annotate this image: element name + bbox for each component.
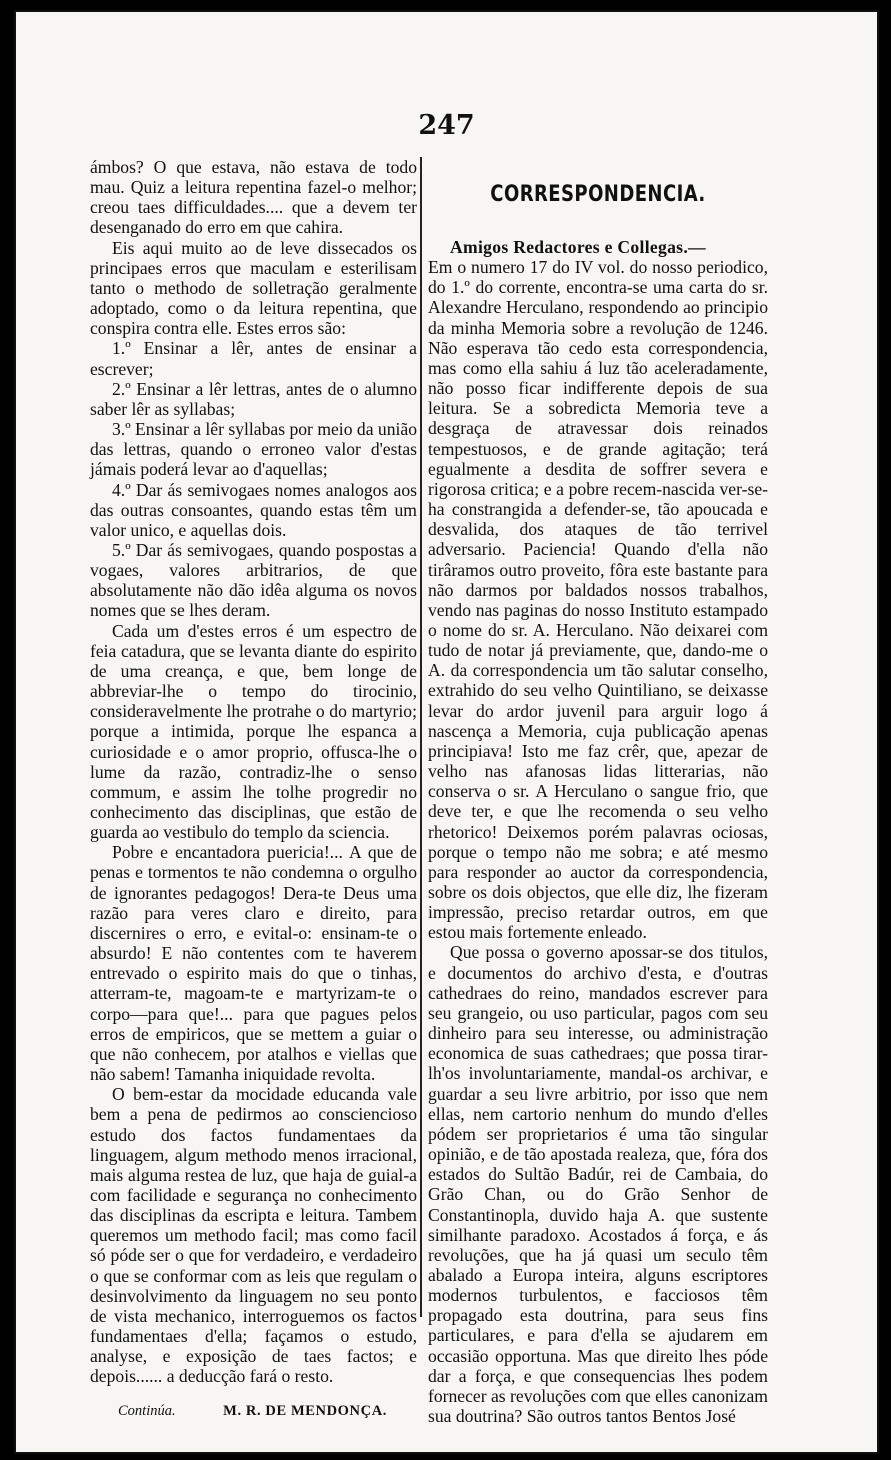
paragraph: O bem-estar da mocidade educanda vale bem a pena de pedirmos ao consciencioso estudo dos factos fundamentaes da linguagem, algum methodo menos irracional, mais alguma restea de luz, que haja de guial-a com facilidade e segurança no conhecimento das disciplinas da escripta e leitura. Tambem queremos um methodo facil; mas como facil só póde ser o que for verdadeiro, e verdadeiro o que se conformar com as leis que regulam o desinvolvimento da linguagem no seu ponto de vista mechanico, interroguemos os factos fundamentaes d'ella; façamos o estudo, analyse, e exposição de taes factos; e depois...... a deducção fará o resto. <box>90 1084 417 1387</box>
list-item: 3.º Ensinar a lêr syllabas por meio da união das lettras, quando o erroneo valor d'estas jámais poderá levar ao d'aquellas; <box>90 419 417 480</box>
paragraph: Que possa o governo apossar-se dos titulos, e documentos do archivo d'esta, e d'outras cathedraes do reino, mandados escrever para seu grangeio, ou uso particular, pagos com seu dinheiro para seu interesse, ou administração economica de suas cathedraes; que possa tirar-lh'os involuntariamente, mandal-os archivar, e guardar a seu livre arbitrio, por isso que nem ellas, nem cartorio nenhum do mundo d'elles pódem ser proprietarios é uma tão singular opinião, e de tão apostada realeza, que, fóra dos estados do Sultão Badúr, rei de Cambaia, do Grão Chan, ou do Grão Senhor de Constantinopla, duvido haja A. que sustente similhante paradoxo. Acostados á força, e ás revoluções, que ha já quasi um seculo têm abalado a Europa inteira, alguns escriptores modernos turbulentos, e facciosos têm propagado esta doutrina, para seus fins particulares, e para d'ella se ajudarem em occasião opportuna. Mas que direito lhes póde dar a força, e que consequencias lhes podem fornecer as revoluções com que elles canonizam sua doutrina? São outros tantos Bentos José <box>428 942 768 1427</box>
salutation: Amigos Redactores e Collegas.— <box>450 237 706 257</box>
list-item: 2.º Ensinar a lêr lettras, antes de o alumno saber lêr as syllabas; <box>90 378 417 419</box>
paragraph: Cada um d'estes erros é um espectro de feia catadura, que se levanta diante do espirito de uma creança, e que, bem longe de abbreviar-lhe o tempo do tirocinio, consideravelmente lhe protrahe o do martyrio; porque a intimida, porque lhe espanca a curiosidade e o amor proprio, offusca-lhe o lume da razão, contradiz-lhe o senso commum, e assim lhe tolhe progredir no conhecimento das disciplinas, que estão de guarda ao vestibulo do templo da sciencia. <box>90 620 417 843</box>
paragraph: Pobre e encantadora puericia!... A que de penas e tormentos te não condemna o orgulho de ignorantes pedagogos! Dera-te Deus uma razão para veres claro e direito, para discernires o erro, e evital-o: ensinam-te o absurdo! E não contentes com te haverem entrevado o espirito mais do que o tinhas, atterram-te, magoam-te e martyrizam-te o corpo—para que!... para que pagues pelos erros de empiricos, que se mettem a guiar o que não conhecem, por atalhos e viellas que não sabem! Tamanha iniquidade revolta. <box>90 842 417 1085</box>
continuation-note: Continúa. <box>118 1402 176 1419</box>
newspaper-page <box>14 10 879 1454</box>
author-signature: M. R. DE MENDONÇA. <box>223 1402 387 1419</box>
list-item: 5.º Dar ás semivogaes, quando pospostas a vogaes, valores arbitrarios, de que absolutamente não dão idêa alguma os novos nomes que se lhes deram. <box>90 539 417 621</box>
article-footer <box>90 1401 417 1421</box>
right-column <box>428 237 768 1426</box>
column-divider <box>420 157 422 1317</box>
paragraph: Em o numero 17 do IV vol. do nosso periodico, do 1.º do corrente, encontra-se uma carta do sr. Alexandre Herculano, respondendo ao principio da minha Memoria sobre a revolução de 1246. Não esperava tão cedo esta correspondencia, mas como ella sahiu á luz tão aceleradamente, não posso ficar indifferente depois de sua leitura. Se a sobredicta Memoria teve a desgraça de atravessar dois reinados tempestuosos, e de grande agitação; terá egualmente a desdita de soffrer severa e rigorosa critica; e a pobre recem-nascida ver-se-ha constrangida a defender-se, tão apoucada e desvalida, dos ataques de tão terrivel adversario. Paciencia! Quando d'ella não tirâramos outro proveito, fôra este bastante para não darmos por baldados nossos trabalhos, vendo nas paginas do nosso Instituto estampado o nome do sr. A. Herculano. Não deixarei com tudo de notar já previamente, que, dando-me o A. da correspondencia um tão salutar conselho, extrahido do seu velho Quintiliano, se deixasse levar do ardor juvenil para arguir logo á nascença a Memoria, cuja publicação apenas principiava! Isto me faz crêr, que, apezar de velho nas afanosas lidas litterarias, não conserva o sr. A Herculano o sangue frio, que deve ter, e que lhe recomenda o seu velho rhetorico! Deixemos porém palavras ociosas, porque o tempo não me sobra; e até mesmo para responder ao auctor da correspondencia, sobre os dois objectos, que elle diz, lhe fizeram impressão, preciso retardar outros, em que estou mais fortemente enleado. <box>428 257 768 943</box>
paragraph: ámbos? O que estava, não estava de todo mau. Quiz a leitura repentina fazel-o melhor; creou taes difficuldades.... que a devem ter desenganado do erro em que cahira. <box>90 157 417 238</box>
left-column <box>90 157 417 1421</box>
paragraph: Eis aqui muito ao de leve dissecados os principaes erros que maculam e esterilisam tanto o methodo de solletração geralmente adoptado, como o da leitura repentina, que conspira contra elle. Estes erros são: <box>90 237 417 339</box>
list-item: 4.º Dar ás semivogaes nomes analogos aos das outras consoantes, quando estas têm um valor unico, e aquellas dois. <box>90 479 417 540</box>
section-title: CORRESPONDENCIA. <box>490 182 706 207</box>
page-number: 247 <box>418 110 475 141</box>
list-item: 1.º Ensinar a lêr, antes de ensinar a escrever; <box>90 338 417 379</box>
